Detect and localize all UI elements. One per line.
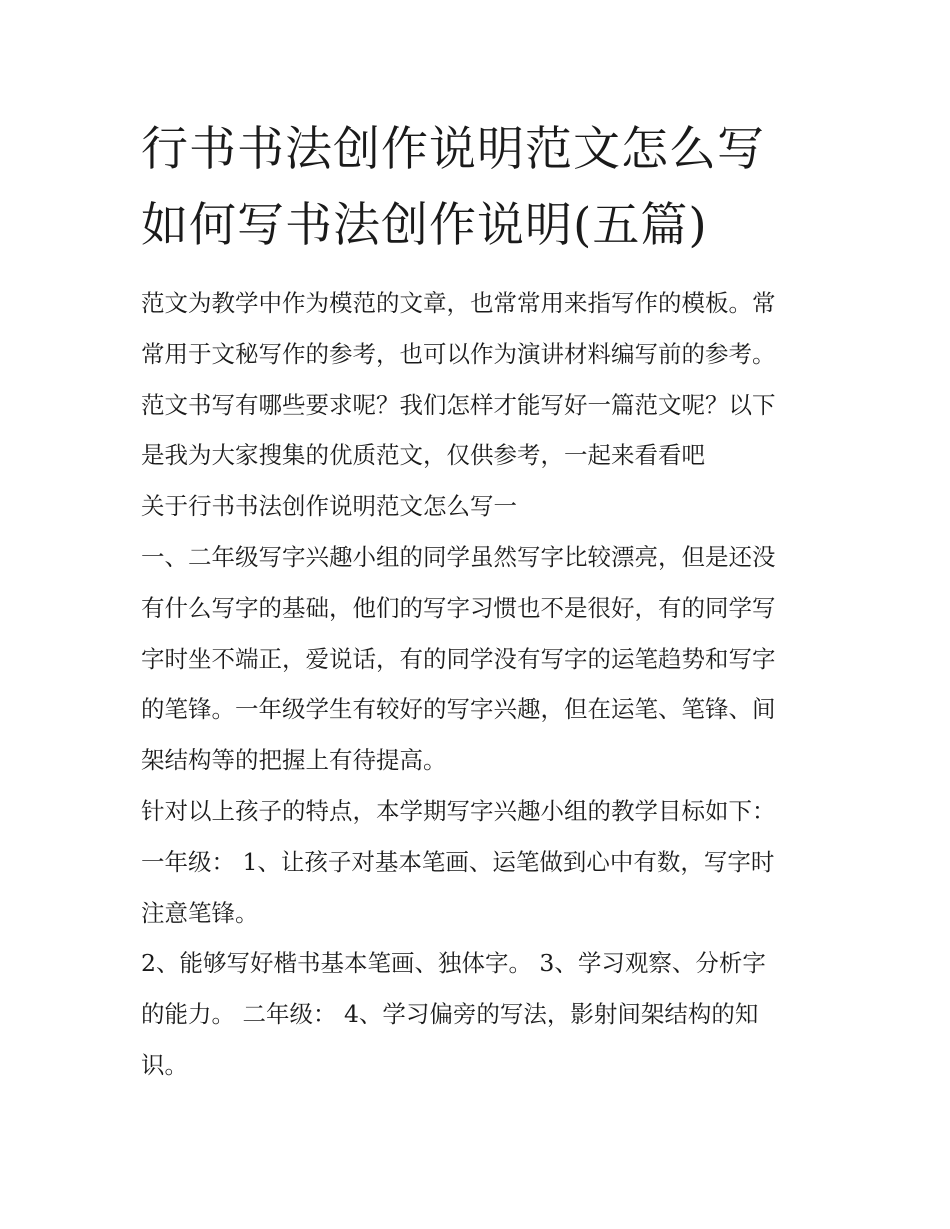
para4-line-2: 的能力。 二年级： 4、学习偏旁的写法，影射间架结构的知 — [141, 1000, 759, 1029]
title-line-2: 如何写书法创作说明(五篇) — [141, 198, 708, 253]
para1-line-2: 有什么写字的基础，他们的写字习惯也不是很好，有的同学写 — [141, 593, 776, 622]
intro-line-3: 范文书写有哪些要求呢？我们怎样才能写好一篇范文呢？以下 — [141, 390, 776, 419]
intro-line-2: 常用于文秘写作的参考，也可以作为演讲材料编写前的参考。 — [141, 339, 776, 368]
title-line-1: 行书书法创作说明范文怎么写 — [141, 122, 765, 177]
para1-line-5: 架结构等的把握上有待提高。 — [141, 746, 447, 775]
section-heading-text: 关于行书书法创作说明范文怎么写一 — [141, 492, 517, 521]
document-page — [141, 112, 821, 1091]
document-title — [141, 112, 821, 264]
para1-line-1: 一、二年级写字兴趣小组的同学虽然写字比较漂亮，但是还没 — [141, 542, 776, 571]
paragraph-1 — [141, 532, 821, 786]
paragraph-4 — [141, 938, 821, 1090]
para1-line-3: 字时坐不端正，爱说话，有的同学没有写字的运笔趋势和写字 — [141, 644, 776, 673]
document-body — [141, 278, 821, 1091]
para3-line-2: 注意笔锋。 — [141, 898, 259, 927]
paragraph-3 — [141, 837, 821, 939]
intro-paragraph — [141, 278, 821, 481]
para2-line-1: 针对以上孩子的特点，本学期写字兴趣小组的教学目标如下： — [141, 796, 776, 825]
para4-line-3: 识。 — [141, 1050, 188, 1079]
para3-line-1: 一年级： 1、让孩子对基本笔画、运笔做到心中有数，写字时 — [141, 847, 775, 876]
paragraph-2 — [141, 786, 821, 837]
intro-line-4: 是我为大家搜集的优质范文，仅供参考，一起来看看吧 — [141, 441, 705, 470]
para4-line-1: 2、能够写好楷书基本笔画、独体字。 3、学习观察、分析字 — [141, 949, 766, 978]
para1-line-4: 的笔锋。一年级学生有较好的写字兴趣，但在运笔、笔锋、间 — [141, 695, 776, 724]
intro-line-1: 范文为教学中作为模范的文章，也常常用来指写作的模板。常 — [141, 289, 776, 317]
section-heading — [141, 481, 821, 532]
